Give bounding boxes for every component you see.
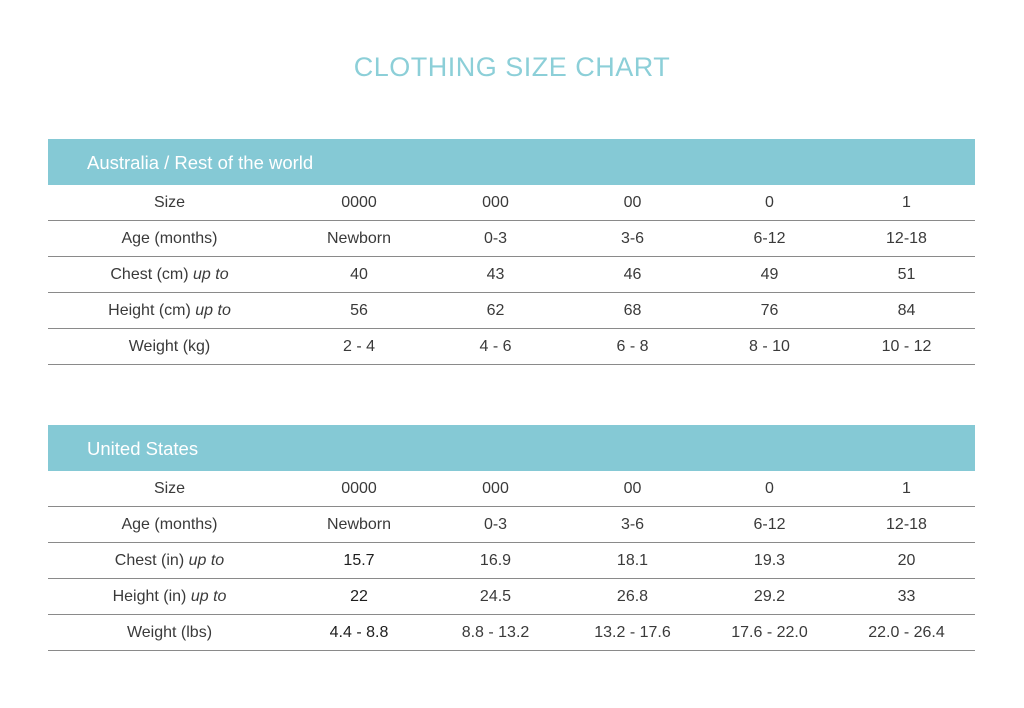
- table-row-age: [48, 221, 975, 257]
- table-cell: 17.6 - 22.0: [731, 623, 808, 641]
- row-label: Size: [153, 193, 186, 211]
- table-cell: 0: [765, 479, 774, 497]
- table-cell: 6-12: [753, 229, 786, 247]
- table-cell: 12-18: [886, 229, 927, 247]
- row-label: Size: [153, 479, 186, 497]
- table-cell: 6 - 8: [616, 337, 649, 355]
- table-heading: United States: [48, 425, 975, 471]
- table-cell: 4 - 6: [479, 337, 512, 355]
- table-cell: 0-3: [483, 515, 508, 533]
- table-cell: 46: [623, 265, 642, 283]
- table-cell: 33: [897, 587, 916, 605]
- table-cell: 2 - 4: [342, 337, 375, 355]
- table-cell: 4.4 - 8.8: [329, 623, 389, 641]
- table-cell: 0: [765, 193, 774, 211]
- row-label: Weight (lbs): [126, 623, 213, 641]
- table-cell: 26.8: [616, 587, 649, 605]
- table-cell: 000: [482, 193, 509, 211]
- table-cell: 15.7: [343, 551, 375, 569]
- table-cell: 8 - 10: [749, 337, 790, 355]
- table-cell: 0000: [341, 479, 377, 497]
- table-cell: 16.9: [479, 551, 512, 569]
- table-cell: 22.0 - 26.4: [868, 623, 945, 641]
- table-cell: 19.3: [753, 551, 786, 569]
- table-cell: 84: [897, 301, 916, 319]
- size-table-united-states: [48, 425, 975, 651]
- row-label: Height (cm) up to: [108, 301, 231, 319]
- table-cell: 51: [897, 265, 916, 283]
- table-cell: 20: [897, 551, 916, 569]
- table-cell: 40: [350, 265, 368, 283]
- table-row-size: [48, 185, 975, 221]
- table-cell: 3-6: [620, 515, 645, 533]
- row-label: Weight (kg): [128, 337, 211, 355]
- table-cell: 43: [486, 265, 505, 283]
- row-label: Age (months): [121, 229, 218, 247]
- table-cell: 12-18: [886, 515, 927, 533]
- table-row-weight: [48, 615, 975, 651]
- table-cell: 22: [350, 587, 368, 605]
- table-cell: 68: [623, 301, 642, 319]
- table-row-weight: [48, 329, 975, 365]
- table-row-age: [48, 507, 975, 543]
- row-label: Age (months): [121, 515, 218, 533]
- table-cell: Newborn: [326, 515, 392, 533]
- table-heading: Australia / Rest of the world: [48, 139, 975, 185]
- table-cell: 0000: [341, 193, 377, 211]
- table-row-size: [48, 471, 975, 507]
- page-title: CLOTHING SIZE CHART: [353, 52, 671, 82]
- row-label: Height (in) up to: [112, 587, 227, 605]
- table-cell: 0-3: [483, 229, 508, 247]
- table-cell: 6-12: [753, 515, 786, 533]
- table-cell: 62: [486, 301, 505, 319]
- table-cell: 1: [902, 479, 911, 497]
- table-cell: Newborn: [326, 229, 392, 247]
- table-row-height: [48, 579, 975, 615]
- row-label: Chest (in) up to: [114, 551, 225, 569]
- table-cell: 18.1: [616, 551, 649, 569]
- table-cell: 49: [760, 265, 779, 283]
- table-row-height: [48, 293, 975, 329]
- table-cell: 00: [623, 479, 642, 497]
- table-cell: 56: [350, 301, 368, 319]
- table-row-chest: [48, 543, 975, 579]
- table-cell: 10 - 12: [881, 337, 932, 355]
- table-cell: 00: [623, 193, 642, 211]
- table-cell: 000: [482, 479, 509, 497]
- table-cell: 29.2: [753, 587, 786, 605]
- table-cell: 3-6: [620, 229, 645, 247]
- table-cell: 8.8 - 13.2: [461, 623, 530, 641]
- table-row-chest: [48, 257, 975, 293]
- table-cell: 24.5: [479, 587, 512, 605]
- table-cell: 1: [902, 193, 911, 211]
- row-label: Chest (cm) up to: [110, 265, 229, 283]
- table-cell: 76: [760, 301, 779, 319]
- size-table-australia: [48, 139, 975, 365]
- table-cell: 13.2 - 17.6: [594, 623, 671, 641]
